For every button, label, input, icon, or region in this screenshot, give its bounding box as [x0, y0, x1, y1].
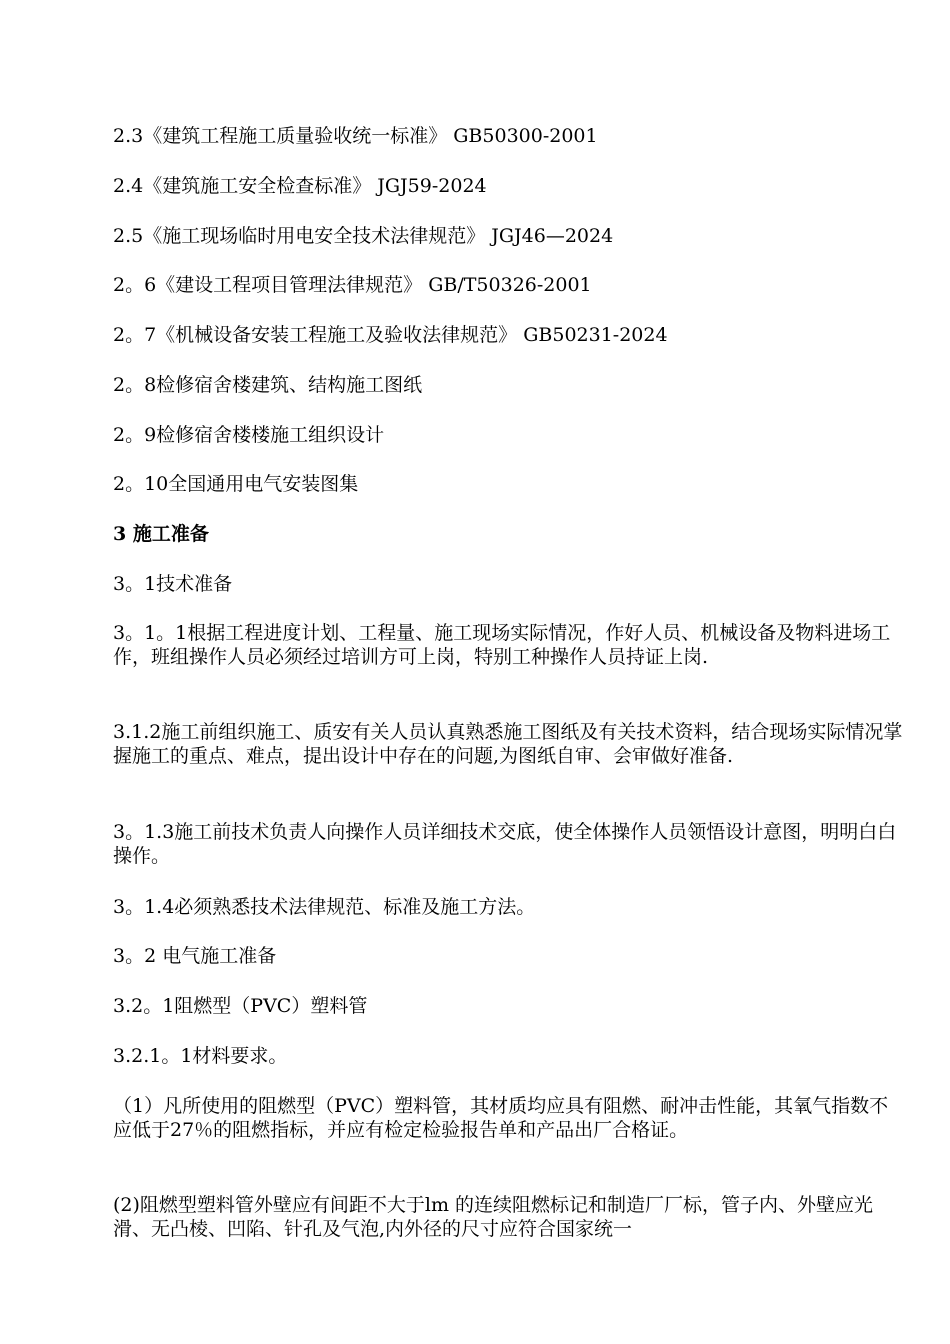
paragraph-2-7: 2。7《机械设备安装工程施工及验收法律规范》 GB50231-2024 — [113, 324, 668, 346]
paragraph-2-9: 2。9检修宿舍楼楼施工组织设计 — [113, 424, 385, 446]
paragraph-3-1: 3。1技术准备 — [113, 573, 233, 595]
paragraph-item-2: (2)阻燃型塑料管外壁应有间距不大于lm 的连续阻燃标记和制造厂厂标，管子内、外壁应光滑、无凸棱、凹陷、针孔及气泡,内外径的尺寸应符合国家统一 — [113, 1194, 874, 1240]
paragraph-3-2-1-1: 3.2.1。1材料要求。 — [113, 1045, 288, 1067]
paragraph-3-2-1: 3.2。1阻燃型（PVC）塑料管 — [113, 995, 368, 1017]
paragraph-2-4: 2.4《建筑施工安全检查标准》 JGJ59-2024 — [113, 175, 487, 197]
paragraph-2-3: 2.3《建筑工程施工质量验收统一标准》 GB50300-2001 — [113, 125, 598, 147]
paragraph-3-1-1: 3。1。1根据工程进度计划、工程量、施工现场实际情况，作好人员、机械设备及物料进场工作，班组操作人员必须经过培训方可上岗，特别工种操作人员持证上岗. — [113, 622, 891, 668]
paragraph-2-5: 2.5《施工现场临时用电安全技术法律规范》 JGJ46—2024 — [113, 225, 614, 247]
paragraph-3-1-2: 3.1.2施工前组织施工、质安有关人员认真熟悉施工图纸及有关技术资料，结合现场实际情况掌握施工的重点、难点，提出设计中存在的问题,为图纸自审、会审做好准备. — [113, 721, 903, 767]
paragraph-2-10: 2。10全国通用电气安装图集 — [113, 473, 359, 495]
paragraph-2-8: 2。8检修宿舍楼建筑、结构施工图纸 — [113, 374, 423, 396]
section-heading-3: 3 施工准备 — [113, 523, 209, 545]
paragraph-item-1: （1）凡所使用的阻燃型（PVC）塑料管，其材质均应具有阻燃、耐冲击性能，其氧气指数不应低于27％的阻燃指标，并应有检定检验报告单和产品出厂合格证。 — [113, 1095, 889, 1141]
paragraph-3-1-3: 3。1.3施工前技术负责人向操作人员详细技术交底，使全体操作人员领悟设计意图，明明白白操作。 — [113, 821, 897, 867]
paragraph-2-6: 2。6《建设工程项目管理法律规范》 GB/T50326-2001 — [113, 274, 592, 296]
paragraph-3-2: 3。2 电气施工准备 — [113, 945, 277, 967]
paragraph-3-1-4: 3。1.4必须熟悉技术法律规范、标准及施工方法。 — [113, 896, 536, 918]
